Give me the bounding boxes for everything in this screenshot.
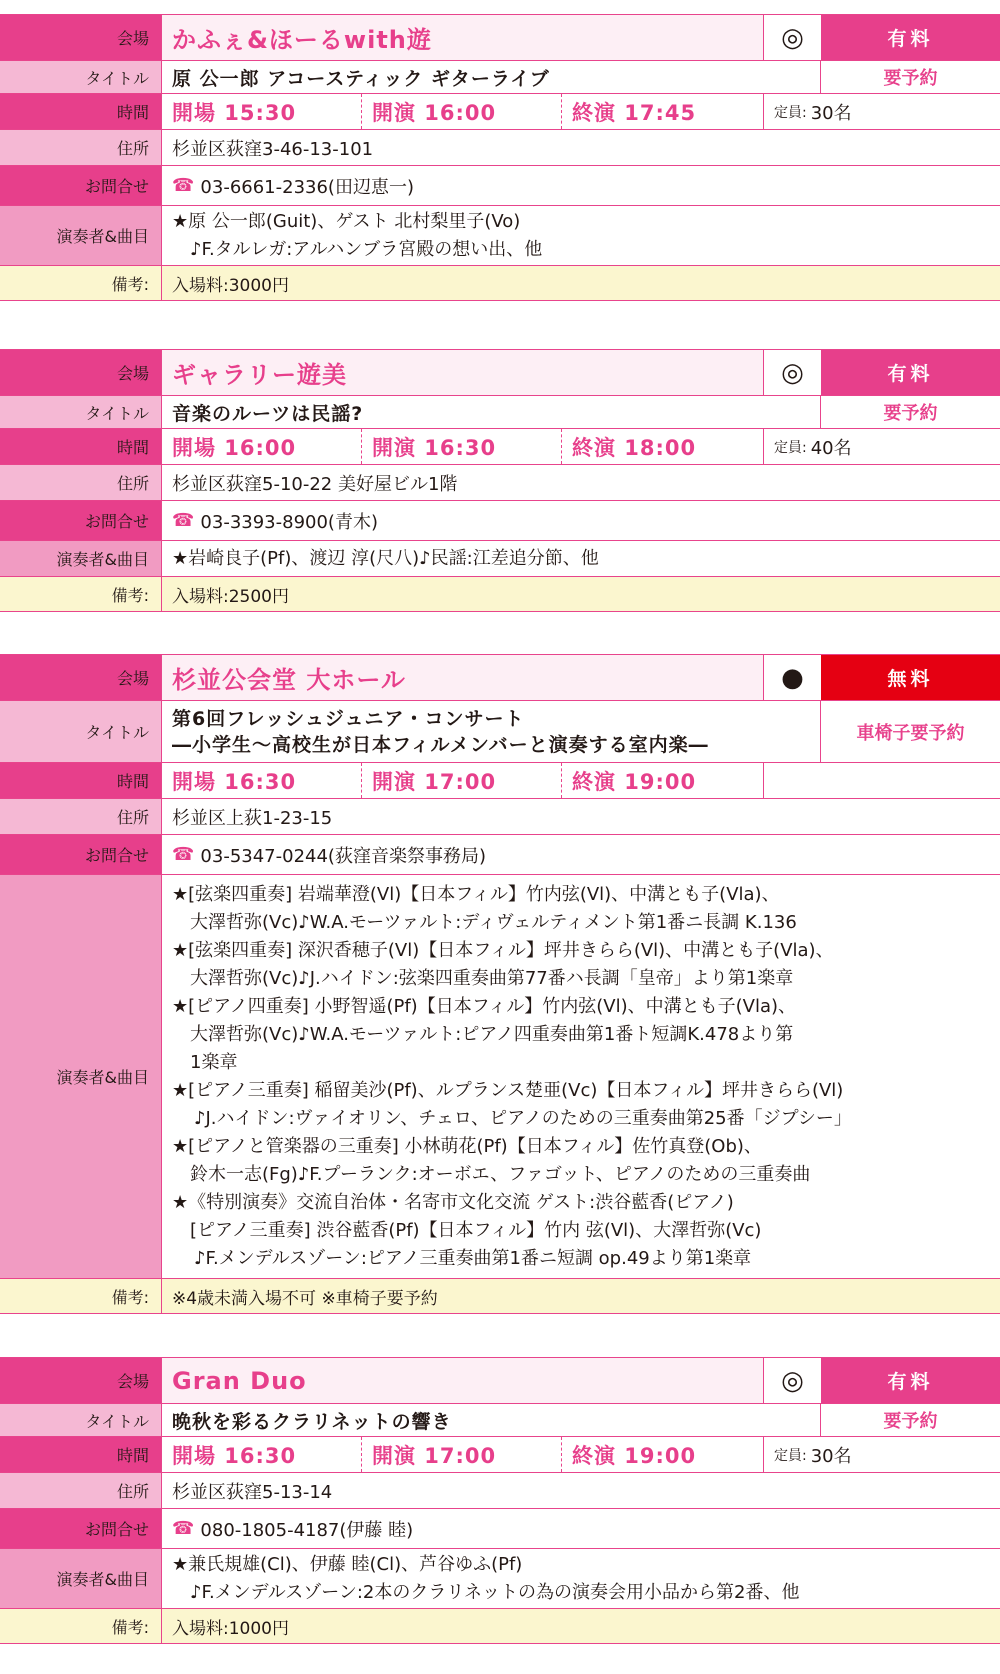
open-time: 開場 16:00 — [162, 429, 362, 464]
performers-label: 演奏者&曲目 — [0, 1549, 162, 1608]
performer-line: ★岩崎良子(Pf)、渡辺 淳(尺八)♪民謡:江差追分節、他 — [172, 547, 599, 569]
time-label: 時間 — [0, 429, 162, 464]
title-row — [0, 61, 1000, 94]
venue-name: かふぇ&ほーるwith遊 — [172, 26, 432, 54]
event-subtitle: ―小学生〜高校生が日本フィルメンバーと演奏する室内楽― — [172, 733, 709, 756]
contact-phone[interactable]: 03-3393-8900(青木) — [200, 511, 378, 533]
time-label: 時間 — [0, 1437, 162, 1472]
open-time: 開場 16:30 — [162, 763, 362, 798]
performers-row — [0, 206, 1000, 266]
program-line: 大澤哲弥(Vc)♪J.ハイドン:弦楽四重奏曲第77番ハ長調「皇帝」より第1楽章 — [190, 967, 794, 989]
event-title: 第6回フレッシュジュニア・コンサート — [172, 707, 525, 730]
reservation-note: 要予約 — [820, 1404, 1000, 1436]
contact-phone[interactable]: 03-6661-2336(田辺恵一) — [200, 176, 414, 198]
venue-row — [0, 15, 1000, 61]
program-line: ♪F.メンデルスゾーン:2本のクラリネットの為の演奏会用小品から第2番、他 — [190, 1581, 800, 1603]
event-mark-icon: ◎ — [763, 15, 821, 60]
event-card-2 — [0, 349, 1000, 612]
reservation-note: 要予約 — [820, 61, 1000, 93]
venue-name: 杉並公会堂 大ホール — [172, 666, 406, 694]
program-line: 1楽章 — [190, 1051, 238, 1073]
contact-row — [0, 1509, 1000, 1549]
venue-name: ギャラリー遊美 — [172, 361, 347, 389]
time-row — [0, 1437, 1000, 1473]
fee-badge: 有料 — [821, 15, 1000, 60]
program-line: 大澤哲弥(Vc)♪W.A.モーツァルト:ピアノ四重奏曲第1番ト短調K.478より第 — [190, 1023, 794, 1045]
open-time: 開場 15:30 — [162, 94, 362, 129]
address: 杉並区荻窪5-13-14 — [172, 1481, 333, 1503]
capacity-label: 定員: — [774, 1447, 807, 1464]
address-label: 住所 — [0, 1473, 162, 1508]
performers-row — [0, 1549, 1000, 1609]
venue-row — [0, 1358, 1000, 1404]
venue-label: 会場 — [0, 350, 162, 395]
event-mark-icon: ● — [763, 655, 821, 700]
title-label: タイトル — [0, 61, 162, 93]
remarks: 入場料:3000円 — [162, 266, 1000, 300]
capacity-label: 定員: — [774, 104, 807, 121]
remarks-label: 備考: — [0, 1279, 162, 1313]
remarks: 入場料:2500円 — [162, 577, 1000, 611]
title-label: タイトル — [0, 1404, 162, 1436]
start-time: 開演 16:00 — [362, 94, 562, 129]
venue-name-cell — [162, 15, 763, 60]
end-time: 終演 19:00 — [562, 763, 764, 798]
contact-label: お問合せ — [0, 166, 162, 205]
event-title: 原 公一郎 アコースティック ギターライブ — [172, 67, 550, 90]
program-line: 大澤哲弥(Vc)♪W.A.モーツァルト:ディヴェルティメント第1番ニ長調 K.136 — [190, 911, 797, 933]
remarks-label: 備考: — [0, 1609, 162, 1643]
performers-label: 演奏者&曲目 — [0, 541, 162, 576]
contact-row — [0, 166, 1000, 206]
title-row — [0, 1404, 1000, 1437]
event-mark-icon: ◎ — [763, 1358, 821, 1403]
end-time: 終演 17:45 — [562, 94, 764, 129]
venue-name: Gran Duo — [172, 1366, 307, 1395]
contact-row — [0, 501, 1000, 541]
fee-badge: 有料 — [821, 1358, 1000, 1403]
venue-row — [0, 350, 1000, 396]
address-row — [0, 465, 1000, 501]
time-row — [0, 763, 1000, 799]
title-label: タイトル — [0, 396, 162, 428]
address-label: 住所 — [0, 130, 162, 165]
address-label: 住所 — [0, 465, 162, 500]
remarks-row — [0, 577, 1000, 611]
contact-label: お問合せ — [0, 1509, 162, 1548]
performers-row — [0, 541, 1000, 577]
remarks-row — [0, 1609, 1000, 1643]
reservation-note: 車椅子要予約 — [820, 701, 1000, 762]
contact-phone[interactable]: 080-1805-4187(伊藤 睦) — [200, 1519, 414, 1541]
performers-label: 演奏者&曲目 — [0, 206, 162, 265]
capacity-value: 30名 — [810, 102, 852, 124]
venue-label: 会場 — [0, 15, 162, 60]
title-row — [0, 396, 1000, 429]
performer-line: ★[弦楽四重奏] 岩端華澄(Vl)【日本フィル】竹内弦(Vl)、中溝とも子(Vla)、 — [172, 883, 780, 905]
performer-line: ★[ピアノと管楽器の三重奏] 小林萌花(Pf)【日本フィル】佐竹真登(Ob)、 — [172, 1135, 762, 1157]
program-line: 鈴木一志(Fg)♪F.プーランク:オーボエ、ファゴット、ピアノのための三重奏曲 — [190, 1163, 811, 1185]
fee-badge: 無料 — [821, 655, 1000, 700]
event-title: 晩秋を彩るクラリネットの響き — [172, 1410, 452, 1433]
address: 杉並区上荻1-23-15 — [172, 807, 333, 829]
performer-line: ★[弦楽四重奏] 深沢香穂子(Vl)【日本フィル】坪井きらら(Vl)、中溝とも子(Vla)、 — [172, 939, 834, 961]
performer-line: ★《特別演奏》交流自治体・名寄市文化交流 ゲスト:渋谷藍香(ピアノ) — [172, 1191, 734, 1213]
fee-badge: 有料 — [821, 350, 1000, 395]
contact-phone[interactable]: 03-5347-0244(荻窪音楽祭事務局) — [200, 845, 486, 867]
capacity — [764, 434, 1000, 460]
phone-icon: ☎ — [172, 1518, 195, 1539]
performers-label: 演奏者&曲目 — [0, 875, 162, 1278]
venue-row — [0, 655, 1000, 701]
event-mark-icon: ◎ — [763, 350, 821, 395]
capacity — [764, 99, 1000, 125]
performer-line: ★[ピアノ四重奏] 小野智遥(Pf)【日本フィル】竹内弦(Vl)、中溝とも子(Vla)、 — [172, 995, 797, 1017]
address-row — [0, 1473, 1000, 1509]
open-time: 開場 16:30 — [162, 1437, 362, 1472]
capacity-value: 40名 — [810, 437, 852, 459]
remarks-row — [0, 266, 1000, 300]
program-line: ♪J.ハイドン:ヴァイオリン、チェロ、ピアノのための三重奏曲第25番「ジプシー」 — [194, 1107, 852, 1129]
address-row — [0, 799, 1000, 835]
remarks-row — [0, 1279, 1000, 1313]
contact-label: お問合せ — [0, 835, 162, 874]
venue-label: 会場 — [0, 655, 162, 700]
address-row — [0, 130, 1000, 166]
reservation-note: 要予約 — [820, 396, 1000, 428]
address: 杉並区荻窪3-46-13-101 — [172, 138, 374, 160]
contact-label: お問合せ — [0, 501, 162, 540]
capacity-value: 30名 — [810, 1445, 852, 1467]
start-time: 開演 17:00 — [362, 1437, 562, 1472]
remarks-label: 備考: — [0, 577, 162, 611]
time-row — [0, 429, 1000, 465]
program-line: [ピアノ三重奏] 渋谷藍香(Pf)【日本フィル】竹内 弦(Vl)、大澤哲弥(Vc) — [190, 1219, 762, 1241]
title-row — [0, 701, 1000, 763]
event-title: 音楽のルーツは民謡? — [172, 402, 364, 425]
remarks: 入場料:1000円 — [162, 1609, 1000, 1643]
time-row — [0, 94, 1000, 130]
time-label: 時間 — [0, 94, 162, 129]
performer-line: ★兼氏規雄(Cl)、伊藤 睦(Cl)、芦谷ゆふ(Pf) — [172, 1553, 523, 1575]
performers-row — [0, 875, 1000, 1279]
remarks-label: 備考: — [0, 266, 162, 300]
program-line: ♪F.メンデルスゾーン:ピアノ三重奏曲第1番ニ短調 op.49より第1楽章 — [194, 1247, 752, 1269]
program-line: ♪F.タルレガ:アルハンブラ宮殿の想い出、他 — [190, 238, 543, 260]
address-label: 住所 — [0, 799, 162, 834]
end-time: 終演 18:00 — [562, 429, 764, 464]
time-label: 時間 — [0, 763, 162, 798]
event-card-3 — [0, 654, 1000, 1314]
title-label: タイトル — [0, 701, 162, 762]
contact-row — [0, 835, 1000, 875]
remarks: ※4歳未満入場不可 ※車椅子要予約 — [162, 1279, 1000, 1313]
venue-label: 会場 — [0, 1358, 162, 1403]
end-time: 終演 19:00 — [562, 1437, 764, 1472]
capacity — [764, 1442, 1000, 1468]
start-time: 開演 16:30 — [362, 429, 562, 464]
capacity-label: 定員: — [774, 439, 807, 456]
phone-icon: ☎ — [172, 844, 195, 865]
performer-line: ★原 公一郎(Guit)、ゲスト 北村梨里子(Vo) — [172, 210, 521, 232]
event-card-4 — [0, 1357, 1000, 1644]
address: 杉並区荻窪5-10-22 美好屋ビル1階 — [172, 473, 458, 495]
phone-icon: ☎ — [172, 510, 195, 531]
start-time: 開演 17:00 — [362, 763, 562, 798]
performer-line: ★[ピアノ三重奏] 稲留美沙(Pf)、ルプランス楚亜(Vc)【日本フィル】坪井きらら(Vl) — [172, 1079, 844, 1101]
phone-icon: ☎ — [172, 175, 195, 196]
event-card-1 — [0, 14, 1000, 301]
